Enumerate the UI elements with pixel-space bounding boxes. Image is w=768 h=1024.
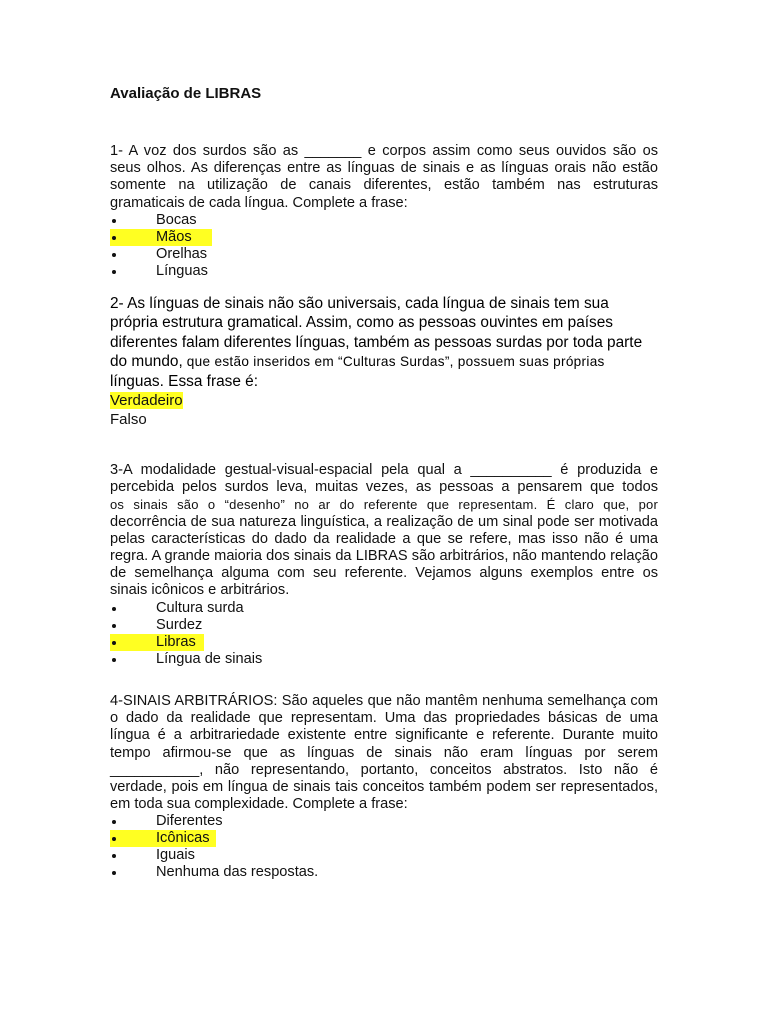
q3-option-4: Língua de sinais xyxy=(110,651,658,668)
question-4-text: 4-SINAIS ARBITRÁRIOS: São aqueles que não mantêm nenhuma semelhança com o dado da realidade que representam. Uma das propriedades básicas de uma língua é a arbitrariedade existente entre significante e referente. Durante muito tempo afirmou-se que as línguas de sinais não eram línguas por serem ___________, não representando, portanto, conceitos abstratos. Isto não é verdade, pois em língua de sinais tais conceitos também podem ser representados, em toda sua complexidade. Complete a frase: xyxy=(110,693,658,813)
q2-option-true-highlighted: Verdadeiro xyxy=(110,392,183,410)
q1-option-3: Orelhas xyxy=(110,246,658,263)
question-3-text-part-b: os sinais são o “desenho” no ar do referente que representam. É claro que, por xyxy=(110,497,658,513)
question-2-text-part-c: línguas. Essa frase é: xyxy=(110,372,258,390)
q4-option-3: Iguais xyxy=(110,847,658,864)
question-1-text: 1- A voz dos surdos são as _______ e corpos assim como seus ouvidos são os seus olhos. As diferenças entre as línguas de sinais e as línguas orais não estão somente na utilização de canais diferentes, estão também nas estruturas gramaticais de cada língua. Complete a frase: xyxy=(110,143,658,211)
question-3-text-part-c: decorrência de sua natureza linguística, a realização de um sinal pode ser motivada pelas características do dado da realidade a que se refere, mas isso não é uma regra. A grande maioria dos sinais da LIBRAS são arbitrários, não mantendo relação de semelhança alguma com seu referente. Vejamos alguns exemplos entre os sinais icônicos e arbitrários. xyxy=(110,513,658,599)
question-2-text-part-a: 2- As línguas de sinais não são universais, cada língua de sinais tem sua própria estrutura gramatical. Assim, como as pessoas ouvintes em países diferentes falam diferentes línguas, também as pessoas surdas por toda parte do mundo, xyxy=(110,295,643,371)
question-2 xyxy=(110,294,658,429)
question-3 xyxy=(110,462,658,668)
q3-option-3-highlighted xyxy=(110,634,658,651)
q3-option-2: Surdez xyxy=(110,617,658,634)
question-4-options xyxy=(110,813,658,881)
q1-option-2-highlighted xyxy=(110,229,658,246)
q4-option-4: Nenhuma das respostas. xyxy=(110,864,658,881)
q1-option-4: Línguas xyxy=(110,263,658,280)
question-1 xyxy=(110,143,658,280)
q3-option-3-label: Libras xyxy=(110,634,204,651)
question-4 xyxy=(110,693,658,881)
q2-option-false: Falso xyxy=(110,411,147,429)
question-3-options xyxy=(110,600,658,668)
question-3-text-part-a: 3-A modalidade gestual-visual-espacial pela qual a __________ é produzida e percebida pelos surdos leva, muitas vezes, as pessoas a pensarem que todos xyxy=(110,462,658,496)
question-1-options xyxy=(110,212,658,280)
document-title: Avaliação de LIBRAS xyxy=(110,85,262,102)
q4-option-2-label: Icônicas xyxy=(110,830,216,847)
q4-option-1: Diferentes xyxy=(110,813,658,830)
q1-option-1: Bocas xyxy=(110,212,658,229)
question-2-options xyxy=(110,391,658,429)
q4-option-2-highlighted xyxy=(110,830,658,847)
q1-option-2-label: Mãos xyxy=(110,229,212,246)
question-2-text xyxy=(110,294,658,391)
question-2-text-part-b: que estão inseridos em “Culturas Surdas”, possuem suas próprias xyxy=(182,354,605,370)
q3-option-1: Cultura surda xyxy=(110,600,658,617)
